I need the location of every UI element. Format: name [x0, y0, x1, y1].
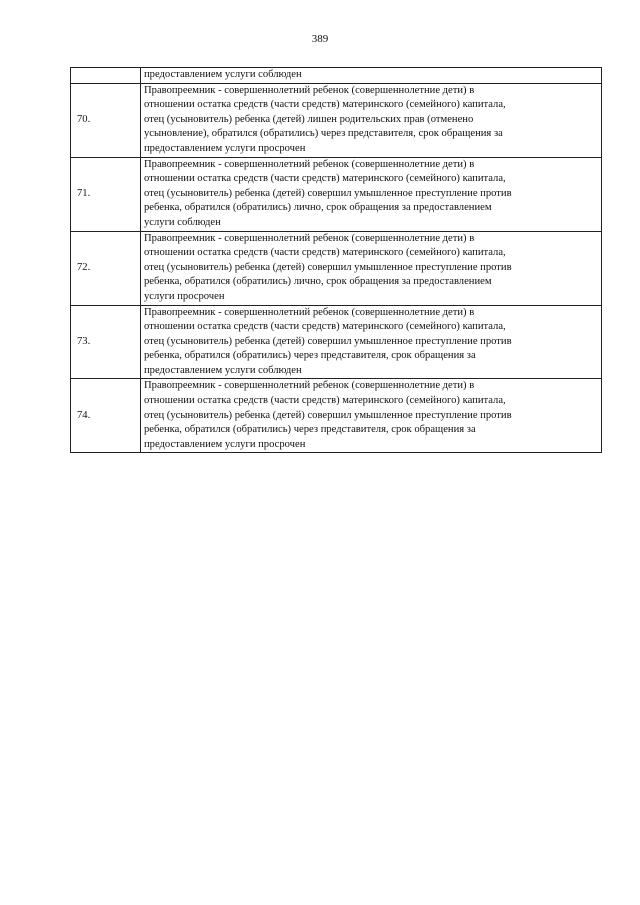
description-line: услуги просрочен [144, 290, 225, 302]
row-number: 74. [71, 379, 141, 453]
row-number [71, 68, 141, 84]
table-row [71, 68, 602, 84]
description-line: отношении остатка средств (части средств) материнского (семейного) капитала, [144, 173, 506, 185]
row-number: 72. [71, 231, 141, 305]
table-row [71, 231, 602, 305]
description-line: ребенка, обратился (обратились) через представителя, срок обращения за [144, 424, 476, 436]
description-line: ребенка, обратился (обратились) лично, срок обращения за предоставлением [144, 276, 492, 288]
description-line: усыновление), обратился (обратились) через представителя, срок обращения за [144, 128, 503, 140]
description-line: отношении остатка средств (части средств) материнского (семейного) капитала, [144, 395, 506, 407]
row-description [141, 157, 602, 231]
row-description [141, 68, 602, 84]
description-line: отец (усыновитель) ребенка (детей) совершил умышленное преступление против [144, 409, 512, 421]
row-number: 71. [71, 157, 141, 231]
description-line: Правопреемник - совершеннолетний ребенок (совершеннолетние дети) в [144, 306, 475, 318]
description-line: услуги соблюден [144, 216, 221, 228]
description-line: отец (усыновитель) ребенка (детей) совершил умышленное преступление против [144, 261, 512, 273]
description-line: ребенка, обратился (обратились) лично, срок обращения за предоставлением [144, 202, 492, 214]
row-number: 70. [71, 83, 141, 157]
row-description [141, 83, 602, 157]
row-description [141, 231, 602, 305]
description-line: предоставлением услуги просрочен [144, 438, 306, 450]
page-number: 389 [311, 33, 329, 45]
description-line: предоставлением услуги просрочен [144, 142, 306, 154]
table-body [71, 68, 602, 453]
description-line: Правопреемник - совершеннолетний ребенок (совершеннолетние дети) в [144, 380, 475, 392]
description-line: отец (усыновитель) ребенка (детей) совершил умышленное преступление против [144, 187, 512, 199]
description-line: отец (усыновитель) ребенка (детей) лишен родительских прав (отменено [144, 113, 474, 125]
description-line: отношении остатка средств (части средств) материнского (семейного) капитала, [144, 321, 506, 333]
description-line: Правопреемник - совершеннолетний ребенок (совершеннолетние дети) в [144, 84, 475, 96]
description-line: ребенка, обратился (обратились) через представителя, срок обращения за [144, 350, 476, 362]
table-row [71, 157, 602, 231]
row-number: 73. [71, 305, 141, 379]
description-line: Правопреемник - совершеннолетний ребенок (совершеннолетние дети) в [144, 232, 475, 244]
description-line: отец (усыновитель) ребенка (детей) совершил умышленное преступление против [144, 335, 512, 347]
row-description [141, 379, 602, 453]
table-row [71, 305, 602, 379]
table-row [71, 379, 602, 453]
description-line: отношении остатка средств (части средств) материнского (семейного) капитала, [144, 99, 506, 111]
row-description [141, 305, 602, 379]
description-line: предоставлением услуги соблюден [144, 69, 302, 80]
description-line: отношении остатка средств (части средств) материнского (семейного) капитала, [144, 247, 506, 259]
document-table [70, 67, 602, 453]
description-line: предоставлением услуги соблюден [144, 364, 302, 376]
description-line: Правопреемник - совершеннолетний ребенок (совершеннолетние дети) в [144, 158, 475, 170]
table-row [71, 83, 602, 157]
